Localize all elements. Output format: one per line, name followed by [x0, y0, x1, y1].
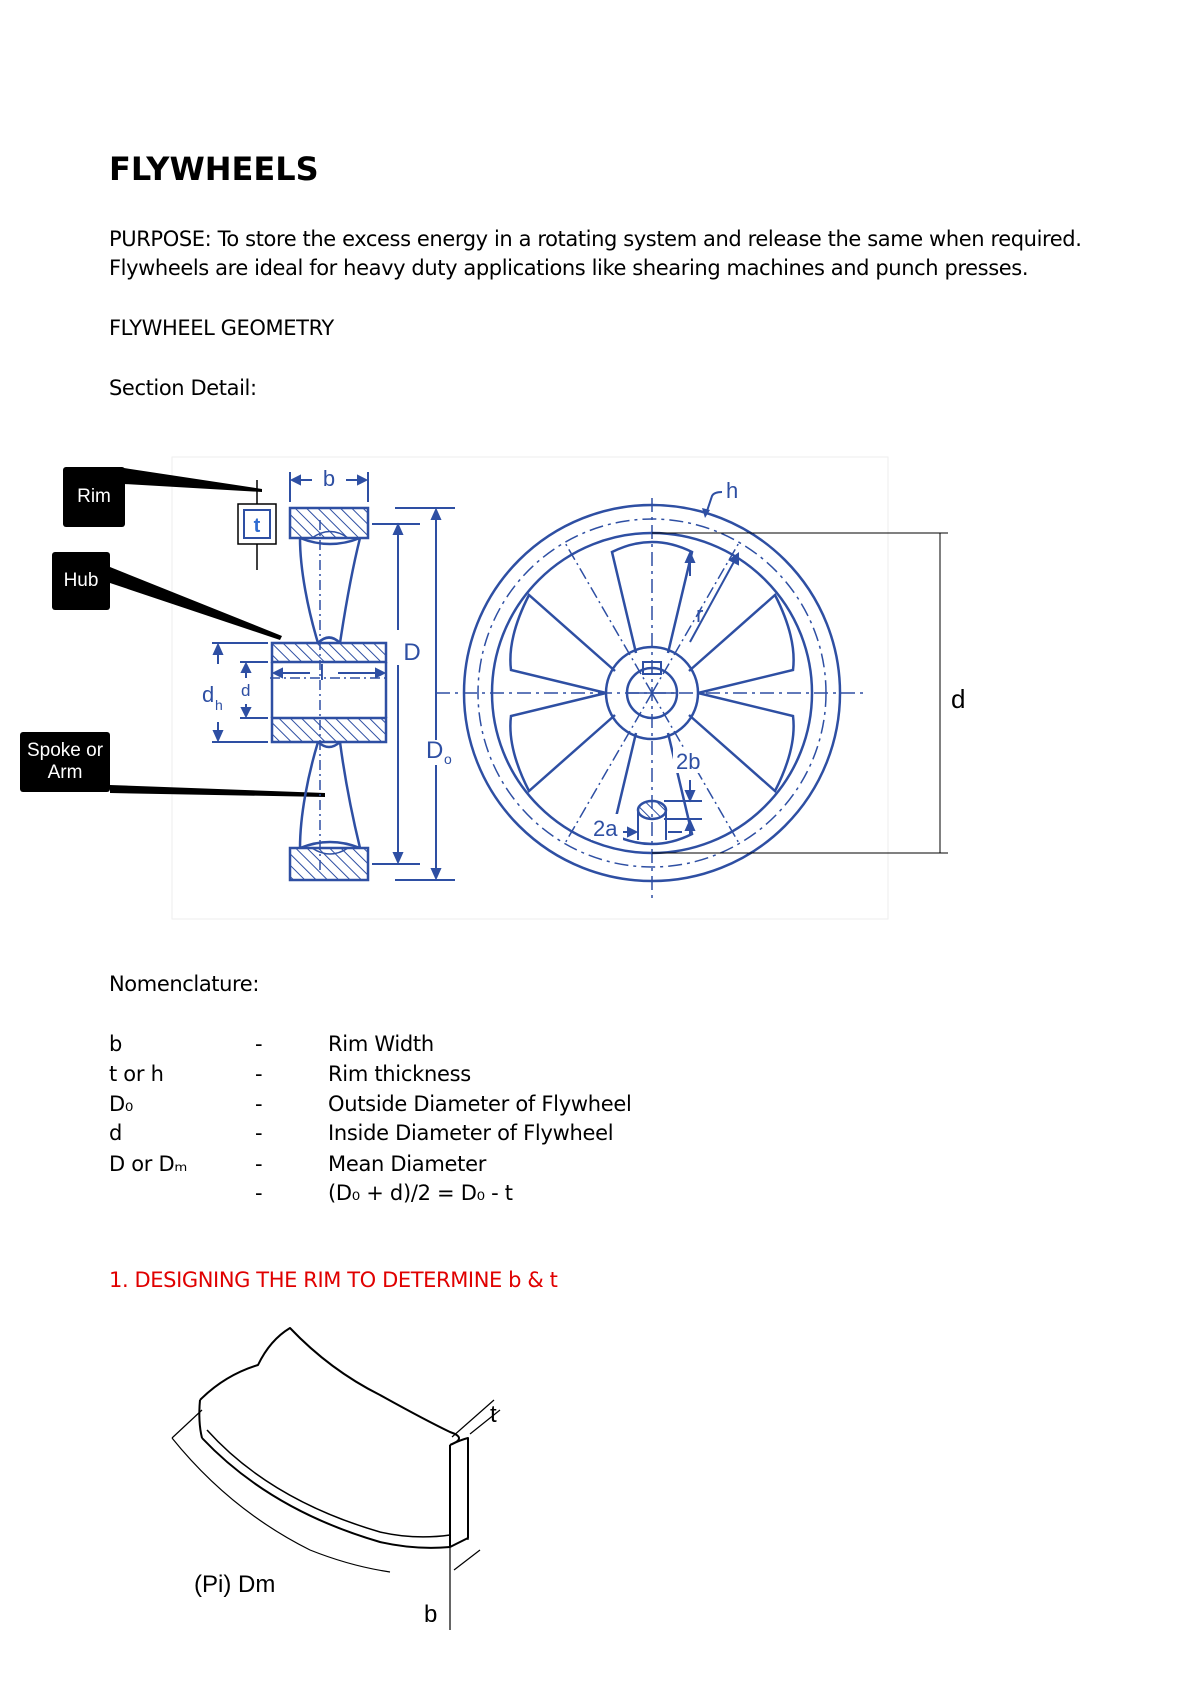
rim-bottom-edge	[202, 1438, 450, 1548]
rim-end-face	[450, 1438, 468, 1547]
dim-r	[686, 553, 738, 642]
rim-inner-edge	[207, 1430, 450, 1537]
nomenclature-symbol: D or Dₘ	[109, 1152, 188, 1176]
diagram-frame	[172, 457, 888, 919]
label-t: t	[253, 515, 261, 537]
hub-leader	[110, 567, 282, 640]
label-h: h	[726, 478, 739, 503]
nomenclature-dash: -	[255, 1032, 263, 1056]
nomenclature-description: Mean Diameter	[328, 1152, 487, 1176]
page-title: FLYWHEELS	[109, 150, 319, 188]
nomenclature-description: Rim thickness	[328, 1062, 471, 1086]
front-view	[436, 498, 866, 900]
callout-spoke	[20, 732, 110, 792]
nomenclature-description: Inside Diameter of Flywheel	[328, 1121, 614, 1145]
nomenclature-symbol: b	[109, 1032, 123, 1056]
label-l: l	[319, 660, 325, 685]
label-d-hub: d	[241, 681, 251, 700]
purpose-line-2: Flywheels are ideal for heavy duty applications like shearing machines and punch presses.	[109, 256, 1029, 280]
nomenclature-row	[109, 1181, 809, 1209]
rim-segment-sketch	[150, 1310, 550, 1630]
geometry-heading: FLYWHEEL GEOMETRY	[109, 316, 334, 340]
hub-lower-section	[272, 718, 386, 742]
rim-sketch-svg	[150, 1310, 550, 1630]
pidm-arc	[172, 1438, 390, 1572]
side-section-view	[272, 508, 386, 880]
label-b: b	[322, 466, 336, 491]
nomenclature-dash: -	[255, 1181, 263, 1205]
dim-D-Do	[372, 508, 455, 880]
nomenclature-row	[109, 1152, 809, 1180]
callout-hub: Hub	[52, 552, 110, 610]
nomenclature-symbol: t or h	[109, 1062, 164, 1086]
label-d: d	[951, 684, 966, 714]
label-dh-sub: h	[215, 697, 223, 713]
label-2a: 2a	[593, 816, 618, 841]
sketch-label-pidm: (Pi) Dm	[194, 1571, 276, 1598]
nomenclature-dash: -	[255, 1152, 263, 1176]
nomenclature-dash: -	[255, 1062, 263, 1086]
flywheel-diagram-svg	[0, 440, 1000, 930]
label-2b: 2b	[676, 749, 701, 774]
nomenclature-dash: -	[255, 1092, 263, 1116]
nomenclature-symbol: D₀	[109, 1092, 133, 1116]
label-dh: d	[202, 682, 215, 707]
nomenclature-row	[109, 1032, 809, 1060]
callout-rim: Rim	[63, 467, 125, 527]
hub-upper-section	[272, 643, 386, 662]
spoke-leader	[110, 785, 325, 797]
nomenclature-description: Rim Width	[328, 1032, 434, 1056]
nomenclature-description: (D₀ + d)/2 = D₀ - t	[328, 1181, 513, 1205]
label-D: D	[403, 639, 421, 666]
nomenclature-description: Outside Diameter of Flywheel	[328, 1092, 632, 1116]
nomenclature-row	[109, 1062, 809, 1090]
nomenclature-row	[109, 1121, 809, 1149]
section-detail-heading: Section Detail:	[109, 376, 257, 400]
spoke-cross-section	[638, 801, 666, 819]
sketch-label-b: b	[424, 1601, 438, 1628]
nomenclature-symbol: d	[109, 1121, 123, 1145]
rim-bottom-section	[290, 848, 368, 880]
rim-left-edge	[199, 1400, 202, 1438]
dim-2b	[664, 780, 702, 836]
flywheel-geometry-diagram	[0, 440, 1000, 930]
nomenclature-heading: Nomenclature:	[109, 972, 260, 996]
purpose-line-1: PURPOSE: To store the excess energy in a rotating system and release the same when required.	[109, 227, 1082, 251]
nomenclature-row	[109, 1092, 809, 1120]
rim-top-edge	[200, 1328, 459, 1445]
section-1-heading: 1. DESIGNING THE RIM TO DETERMINE b & t	[109, 1268, 558, 1292]
sketch-label-t: t	[490, 1401, 497, 1428]
rim-top-section	[290, 508, 368, 538]
label-r: r	[696, 602, 704, 627]
callout-spoke-line2: Arm	[47, 762, 83, 783]
callout-spoke-line1: Spoke or	[26, 740, 104, 761]
rim-leader	[124, 468, 262, 492]
label-Do: D	[426, 737, 444, 764]
nomenclature-dash: -	[255, 1121, 263, 1145]
label-Do-sub: o	[444, 751, 452, 767]
